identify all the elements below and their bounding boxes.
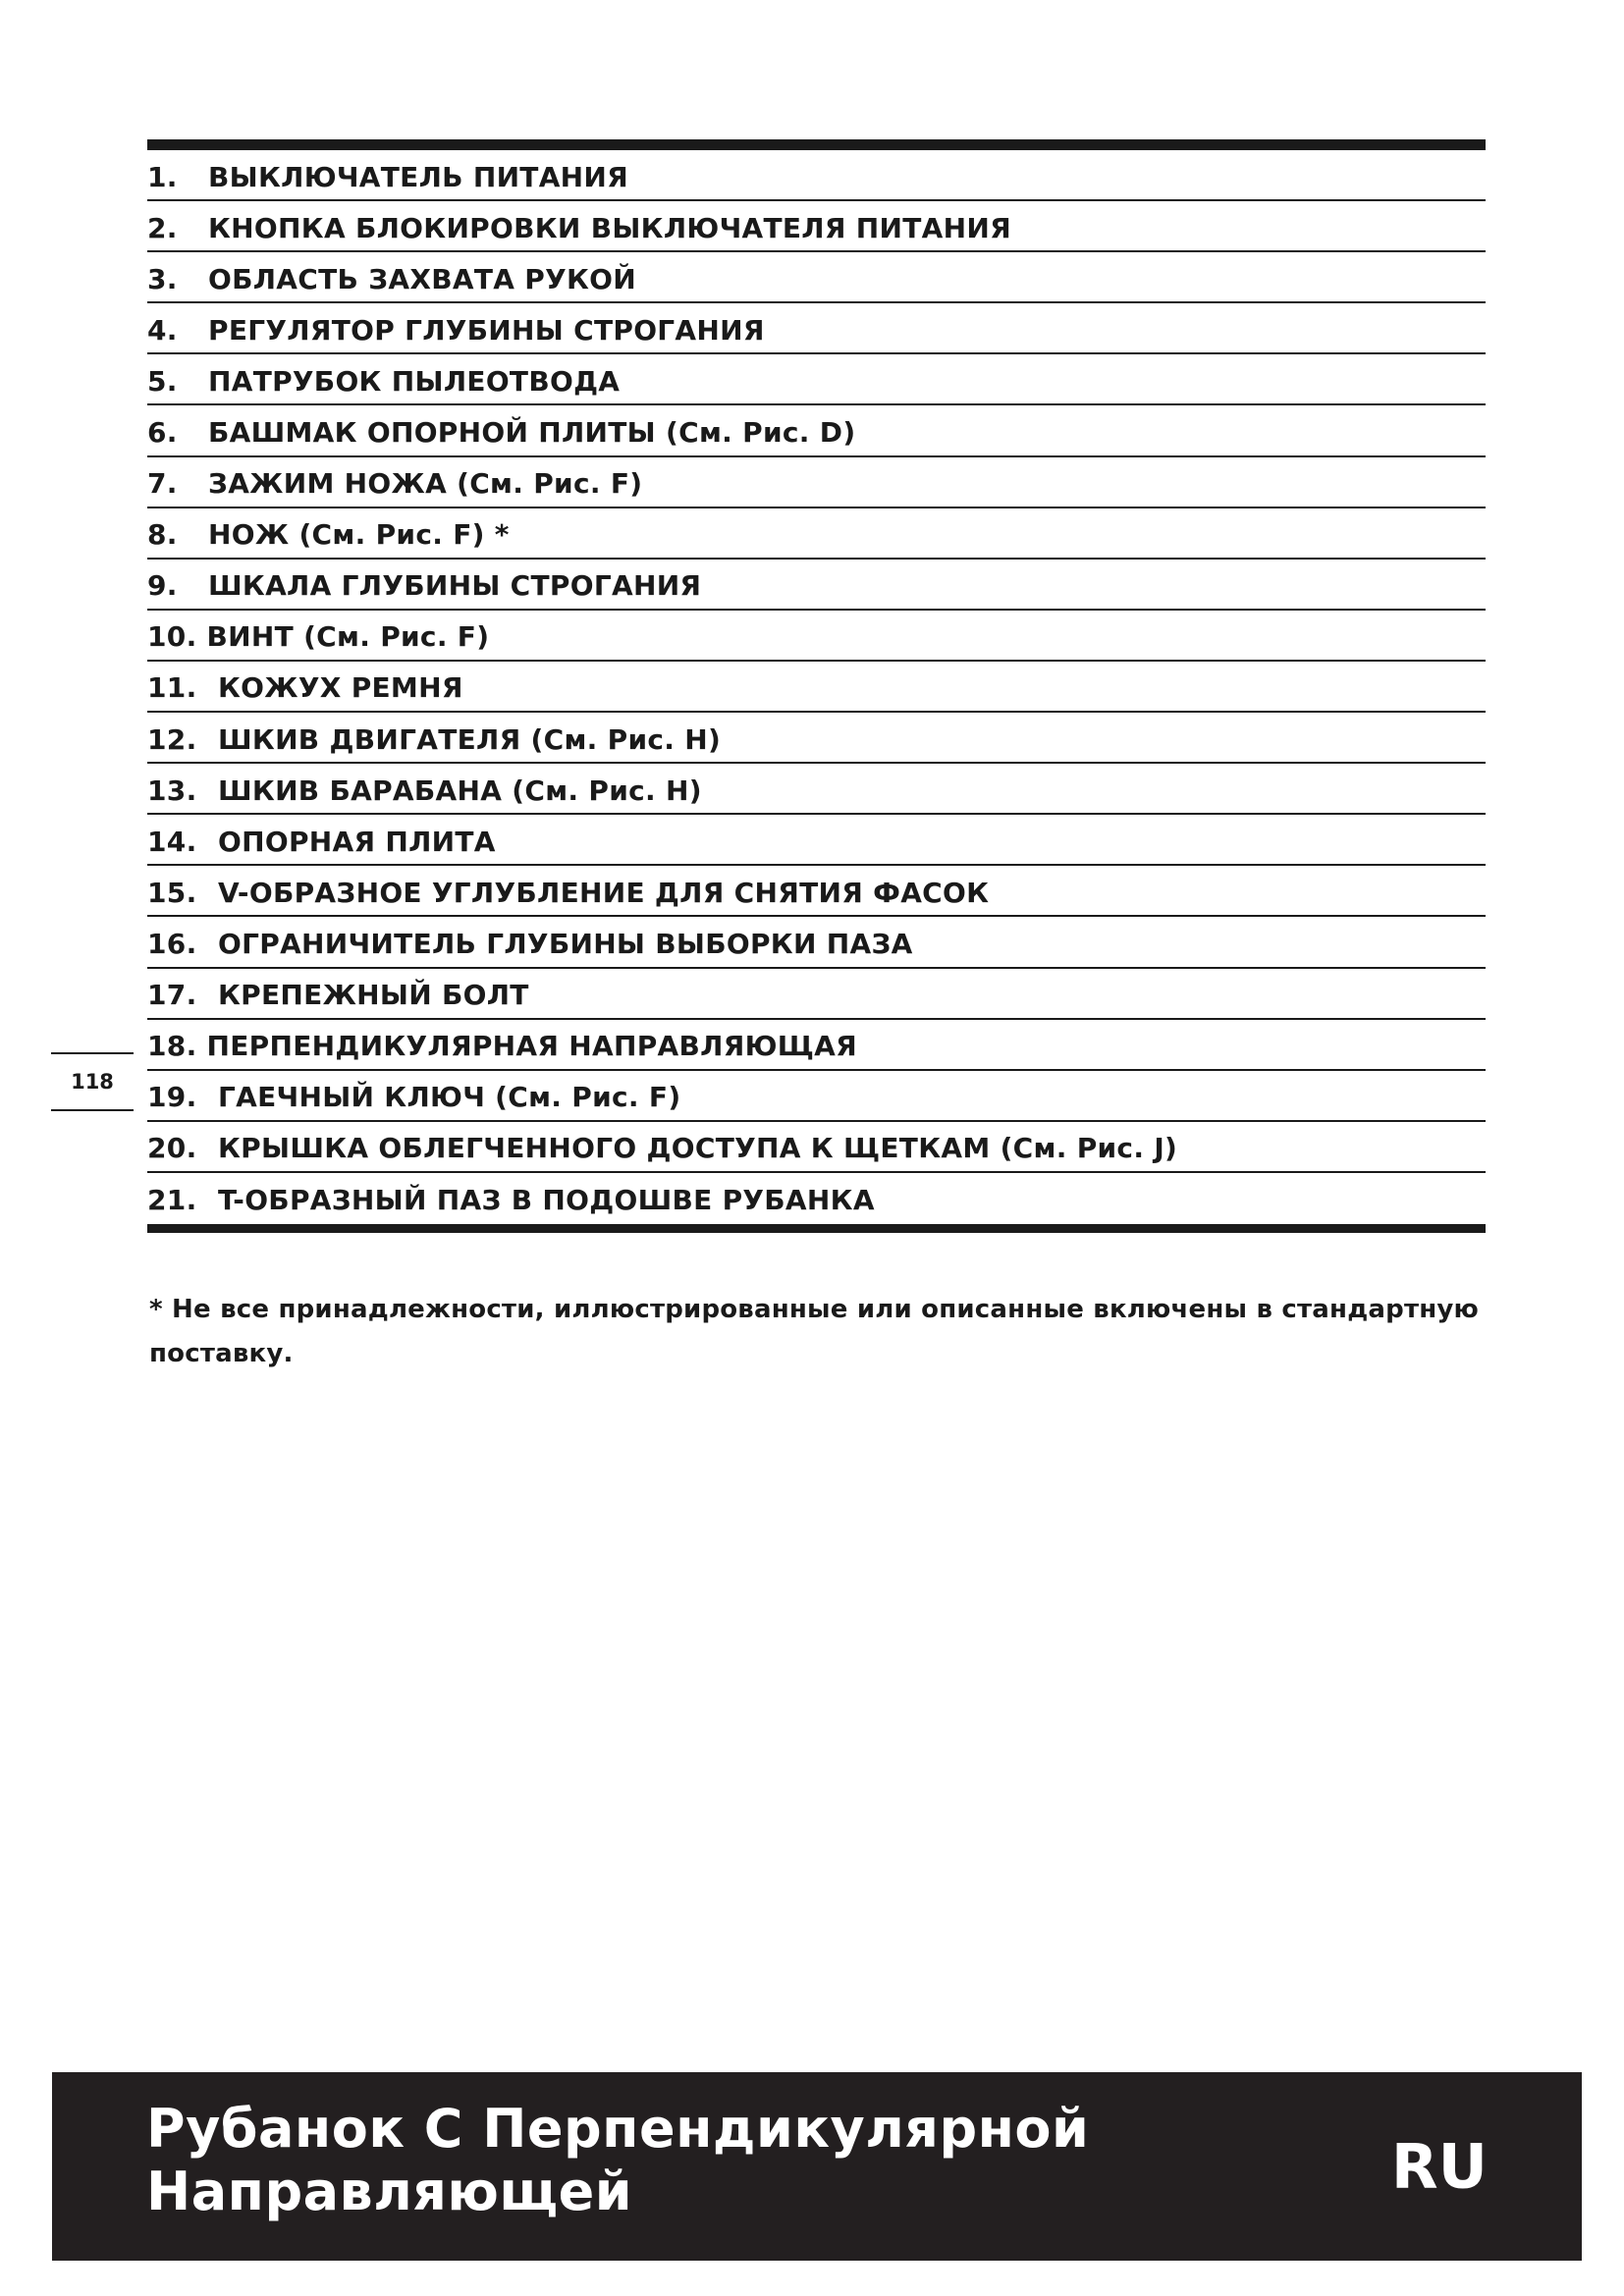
item-number: 14. (147, 825, 197, 858)
list-item (147, 560, 1486, 611)
item-number: 21. (147, 1184, 197, 1217)
item-label: РЕГУЛЯТОР ГЛУБИНЫ СТРОГАНИЯ (208, 313, 765, 347)
item-number: 12. (147, 722, 197, 756)
list-item (147, 405, 1486, 456)
list-item (147, 150, 1486, 201)
page-number-text: 118 (71, 1070, 114, 1094)
list-item (147, 252, 1486, 303)
list-item (147, 611, 1486, 662)
item-number: 7. (147, 467, 178, 501)
parts-list (147, 139, 1486, 1233)
item-number: 4. (147, 313, 178, 347)
item-label: ЗАЖИМ НОЖА (См. Рис. F) (208, 467, 643, 501)
language-code: RU (1390, 2130, 1488, 2203)
page-number (51, 1052, 134, 1111)
item-label: ОГРАНИЧИТЕЛЬ ГЛУБИНЫ ВЫБОРКИ ПАЗА (218, 927, 913, 960)
item-number: 19. (147, 1081, 197, 1114)
item-number: 18. (147, 1030, 197, 1063)
title-bar (52, 2072, 1582, 2261)
list-item (147, 764, 1486, 815)
list-item (147, 201, 1486, 252)
item-number: 10. (147, 620, 197, 654)
item-label: T-ОБРАЗНЫЙ ПАЗ В ПОДОШВЕ РУБАНКА (218, 1184, 875, 1217)
list-item (147, 1071, 1486, 1122)
item-label: НОЖ (См. Рис. F) * (208, 518, 510, 552)
list-item (147, 917, 1486, 968)
item-label: ВЫКЛЮЧАТЕЛЬ ПИТАНИЯ (208, 160, 628, 193)
item-label: ОБЛАСТЬ ЗАХВАТА РУКОЙ (208, 262, 637, 295)
item-number: 16. (147, 927, 197, 960)
item-label: ОПОРНАЯ ПЛИТА (218, 825, 496, 858)
item-number: 17. (147, 979, 197, 1012)
item-label: КРЕПЕЖНЫЙ БОЛТ (218, 979, 529, 1012)
item-label: ШКИВ ДВИГАТЕЛЯ (См. Рис. H) (218, 722, 722, 756)
list-item (147, 508, 1486, 560)
item-number: 2. (147, 211, 178, 244)
list-item (147, 303, 1486, 354)
footnote: * Не все принадлежности, иллюстрированные или описанные включены в стандартную поставку. (149, 1295, 1480, 1368)
item-number: 1. (147, 160, 178, 193)
item-label: БАШМАК ОПОРНОЙ ПЛИТЫ (См. Рис. D) (208, 416, 856, 450)
list-item (147, 1173, 1486, 1224)
list-item (147, 969, 1486, 1020)
product-title-line-1: Рубанок С Перпендикулярной (146, 2098, 1090, 2160)
item-number: 6. (147, 416, 178, 450)
list-item (147, 1122, 1486, 1173)
list-item (147, 354, 1486, 405)
item-number: 8. (147, 518, 178, 552)
item-label: ПЕРПЕНДИКУЛЯРНАЯ НАПРАВЛЯЮЩАЯ (206, 1030, 857, 1063)
item-label: ПАТРУБОК ПЫЛЕОТВОДА (208, 364, 621, 398)
item-label: КНОПКА БЛОКИРОВКИ ВЫКЛЮЧАТЕЛЯ ПИТАНИЯ (208, 211, 1011, 244)
item-number: 20. (147, 1132, 197, 1165)
item-number: 15. (147, 876, 197, 909)
list-item (147, 713, 1486, 764)
item-number: 5. (147, 364, 178, 398)
item-number: 11. (147, 671, 197, 705)
item-label: V-ОБРАЗНОЕ УГЛУБЛЕНИЕ ДЛЯ СНЯТИЯ ФАСОК (218, 876, 990, 909)
list-item (147, 1020, 1486, 1071)
item-number: 3. (147, 262, 178, 295)
item-label: ШКАЛА ГЛУБИНЫ СТРОГАНИЯ (208, 569, 702, 603)
item-label: КРЫШКА ОБЛЕГЧЕННОГО ДОСТУПА К ЩЕТКАМ (См. Рис. J) (218, 1132, 1178, 1165)
list-item (147, 866, 1486, 917)
item-label: ВИНТ (См. Рис. F) (206, 620, 490, 654)
product-title (146, 2098, 1226, 2223)
product-title-line-2: Направляющей (146, 2161, 633, 2222)
list-item (147, 457, 1486, 508)
list-item (147, 662, 1486, 713)
item-label: ГАЕЧНЫЙ КЛЮЧ (См. Рис. F) (218, 1081, 681, 1114)
item-label: ШКИВ БАРАБАНА (См. Рис. H) (218, 774, 702, 807)
item-number: 13. (147, 774, 197, 807)
item-number: 9. (147, 569, 178, 603)
item-label: КОЖУХ РЕМНЯ (218, 671, 463, 705)
list-item (147, 815, 1486, 866)
